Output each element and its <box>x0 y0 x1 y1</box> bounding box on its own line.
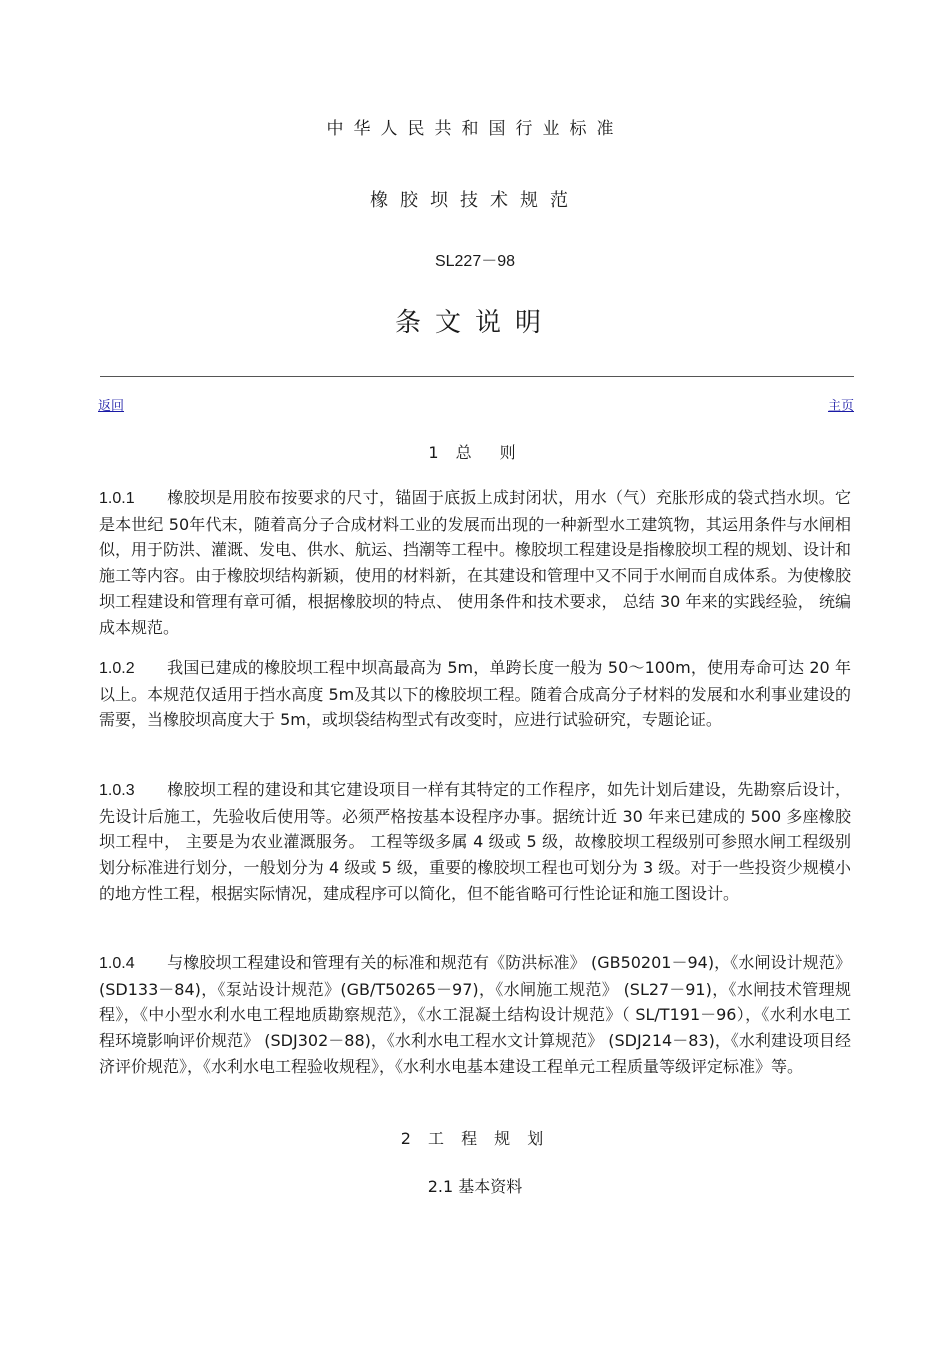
horizontal-divider <box>100 376 854 377</box>
clause-1-0-3 <box>99 777 851 907</box>
section-title: 条文说明 <box>394 308 555 338</box>
clause-1-0-4 <box>99 950 851 1080</box>
clause-1-0-1 <box>99 485 851 640</box>
clause-text: 我国已建成的橡胶坝工程中坝高最高为 5m，单跨长度一般为 50～100m，使用寿命可达 20 年以上。本规范仅适用于挡水高度 5m及其以下的橡胶坝工程。随着合成高分子材料的发展和水利事业建设的需要，当橡胶坝高度大于 5m，或坝袋结构型式有改变时，应进行试验研究，专题论证。 <box>99 658 851 730</box>
section-2-1-heading: 2.1 基本资料 <box>427 1177 523 1196</box>
back-link[interactable]: 返回 <box>98 399 125 414</box>
clause-1-0-2 <box>99 655 851 733</box>
clause-number: 1.0.2 <box>99 660 135 677</box>
clause-number: 1.0.3 <box>99 782 135 799</box>
chapter-1-heading: 1 总 则 <box>428 443 522 462</box>
chapter-2-heading: 2 工 程 规 划 <box>400 1129 550 1148</box>
home-link[interactable]: 主页 <box>827 399 854 414</box>
clause-text: 橡胶坝是用胶布按要求的尺寸，锚固于底扳上成封闭状，用水（气）充胀形成的袋式挡水坝。它是本世纪 50年代末，随着高分子合成材料工业的发展而出现的一种新型水工建筑物，其运用条件与水闸相似，用于防洪、灌溉、发电、供水、航运、挡潮等工程中。橡胶坝工程建设是指橡胶坝工程的规划、设计和施工等内容。由于橡胶坝结构新颖，使用的材料新，在其建设和管理中又不同于水闸而自成体系。为使橡胶坝工程建设和管理有章可循，根据橡胶坝的特点、 使用条件和技术要求， 总结 30 年来的实践经验， 统编成本规范。 <box>99 488 852 637</box>
clause-text: 与橡胶坝工程建设和管理有关的标准和规范有《防洪标准》 (GB50201－94)，《水闸设计规范》 (SD133－84)，《泵站设计规范》(GB/T50265－97)，《水闸施工规范》 (SL27－91)，《水闸技术管理规程》，《中小型水利水电工程地质勘察规范》，《水工混凝土结构设计规范》（ SL/T191－96），《水利水电工程环境影响评价规范》 (SDJ302－88)，《水利水电工程水文计算规范》 (SDJ214－83)，《水利建设项目经济评价规范》，《水利水电工程验收规程》，《水利水电基本建设工程单元工程质量等级评定标准》等。 <box>99 953 851 1076</box>
standard-org-title: 中华人民共和国行业标准 <box>326 119 624 139</box>
clause-text: 橡胶坝工程的建设和其它建设项目一样有其特定的工作程序，如先计划后建设，先勘察后设计，先设计后施工，先验收后使用等。必须严格按基本设程序办事。据统计近 30 年来已建成的 500 多座橡胶坝工程中， 主要是为农业灌溉服务。 工程等级多属 4 级或 5 级，故橡胶坝工程级别可参照水闸工程级别划分标准进行划分，一般划分为 4 级或 5 级，重要的橡胶坝工程也可划分为 3 级。对于一些投资少规模小的地方性工程，根据实际情况，建成程序可以简化，但不能省略可行性论证和施工图设计。 <box>99 780 851 903</box>
clause-number: 1.0.4 <box>99 955 135 972</box>
clause-number: 1.0.1 <box>99 490 135 507</box>
document-title: 橡胶坝技术规范 <box>370 190 580 211</box>
document-code: SL227－98 <box>434 253 516 270</box>
